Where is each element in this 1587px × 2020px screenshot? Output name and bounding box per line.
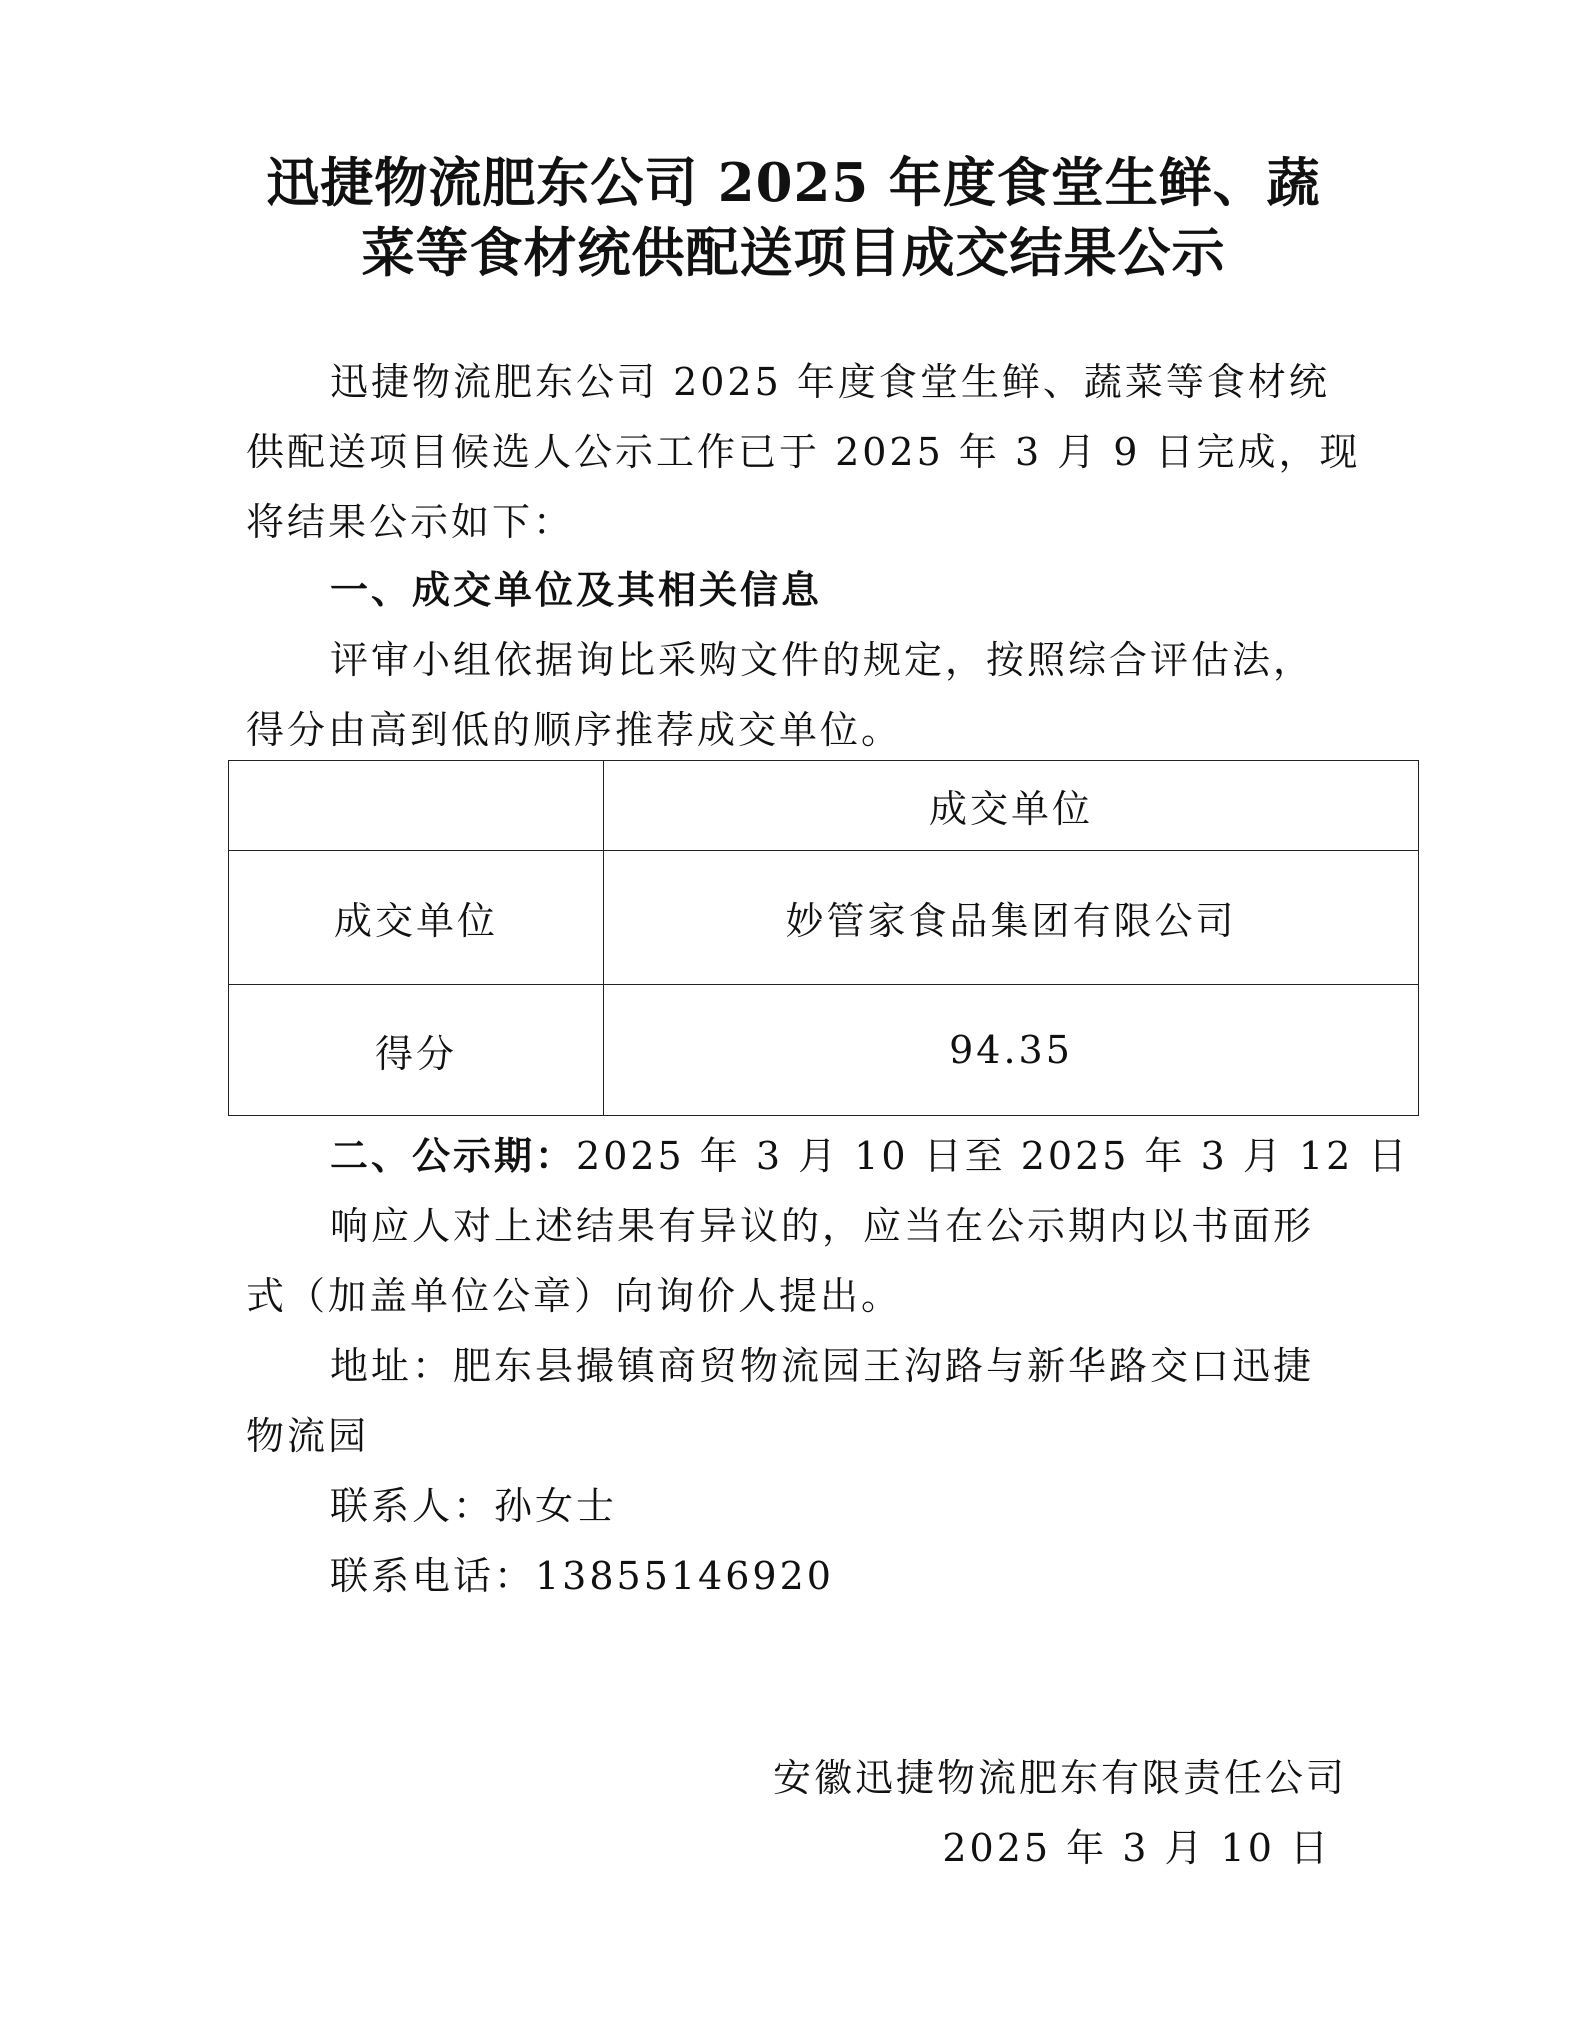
result-table [228, 760, 1419, 1116]
section-2-text-line-1: 响应人对上述结果有异议的，应当在公示期内以书面形 [330, 1204, 1315, 1248]
section-1-text-line-1: 评审小组依据询比采购文件的规定，按照综合评估法， [330, 638, 1315, 682]
table-row-label-winner: 成交单位 [229, 851, 604, 985]
publicity-period: 2025 年 3 月 10 日至 2025 年 3 月 12 日 [576, 1134, 1410, 1178]
table-row [229, 985, 1419, 1116]
table-row-label-score: 得分 [229, 985, 604, 1116]
document-title-line-2: 菜等食材统供配送项目成交结果公示 [361, 222, 1226, 284]
table-header-cell: 成交单位 [604, 761, 1419, 851]
section-1-text-line-2: 得分由高到低的顺序推荐成交单位。 [246, 708, 903, 752]
intro-line-2: 供配送项目候选人公示工作已于 2025 年 3 月 9 日完成，现 [246, 430, 1361, 474]
section-2-line [330, 1131, 1409, 1181]
signature-company: 安徽迅捷物流肥东有限责任公司 [772, 1756, 1347, 1800]
intro-line-1: 迅捷物流肥东公司 2025 年度食堂生鲜、蔬菜等食材统 [330, 360, 1330, 404]
table-header-cell-empty [229, 761, 604, 851]
document-title-line-1: 迅捷物流肥东公司 2025 年度食堂生鲜、蔬 [266, 152, 1321, 214]
contact-phone: 联系电话：13855146920 [330, 1554, 834, 1598]
intro-line-3: 将结果公示如下： [246, 500, 575, 544]
section-1-heading: 一、成交单位及其相关信息 [330, 567, 823, 612]
address-line-2: 物流园 [246, 1414, 370, 1458]
contact-person: 联系人：孙女士 [330, 1484, 618, 1528]
table-header-row [229, 761, 1419, 851]
table-row [229, 851, 1419, 985]
signature-date: 2025 年 3 月 10 日 [942, 1826, 1331, 1870]
table-row-value-score: 94.35 [604, 985, 1419, 1116]
section-2-heading: 二、公示期： [330, 1133, 577, 1178]
section-2-text-line-2: 式（加盖单位公章）向询价人提出。 [246, 1274, 903, 1318]
table-row-value-winner: 妙管家食品集团有限公司 [604, 851, 1419, 985]
address-line-1: 地址：肥东县撮镇商贸物流园王沟路与新华路交口迅捷 [330, 1344, 1315, 1388]
